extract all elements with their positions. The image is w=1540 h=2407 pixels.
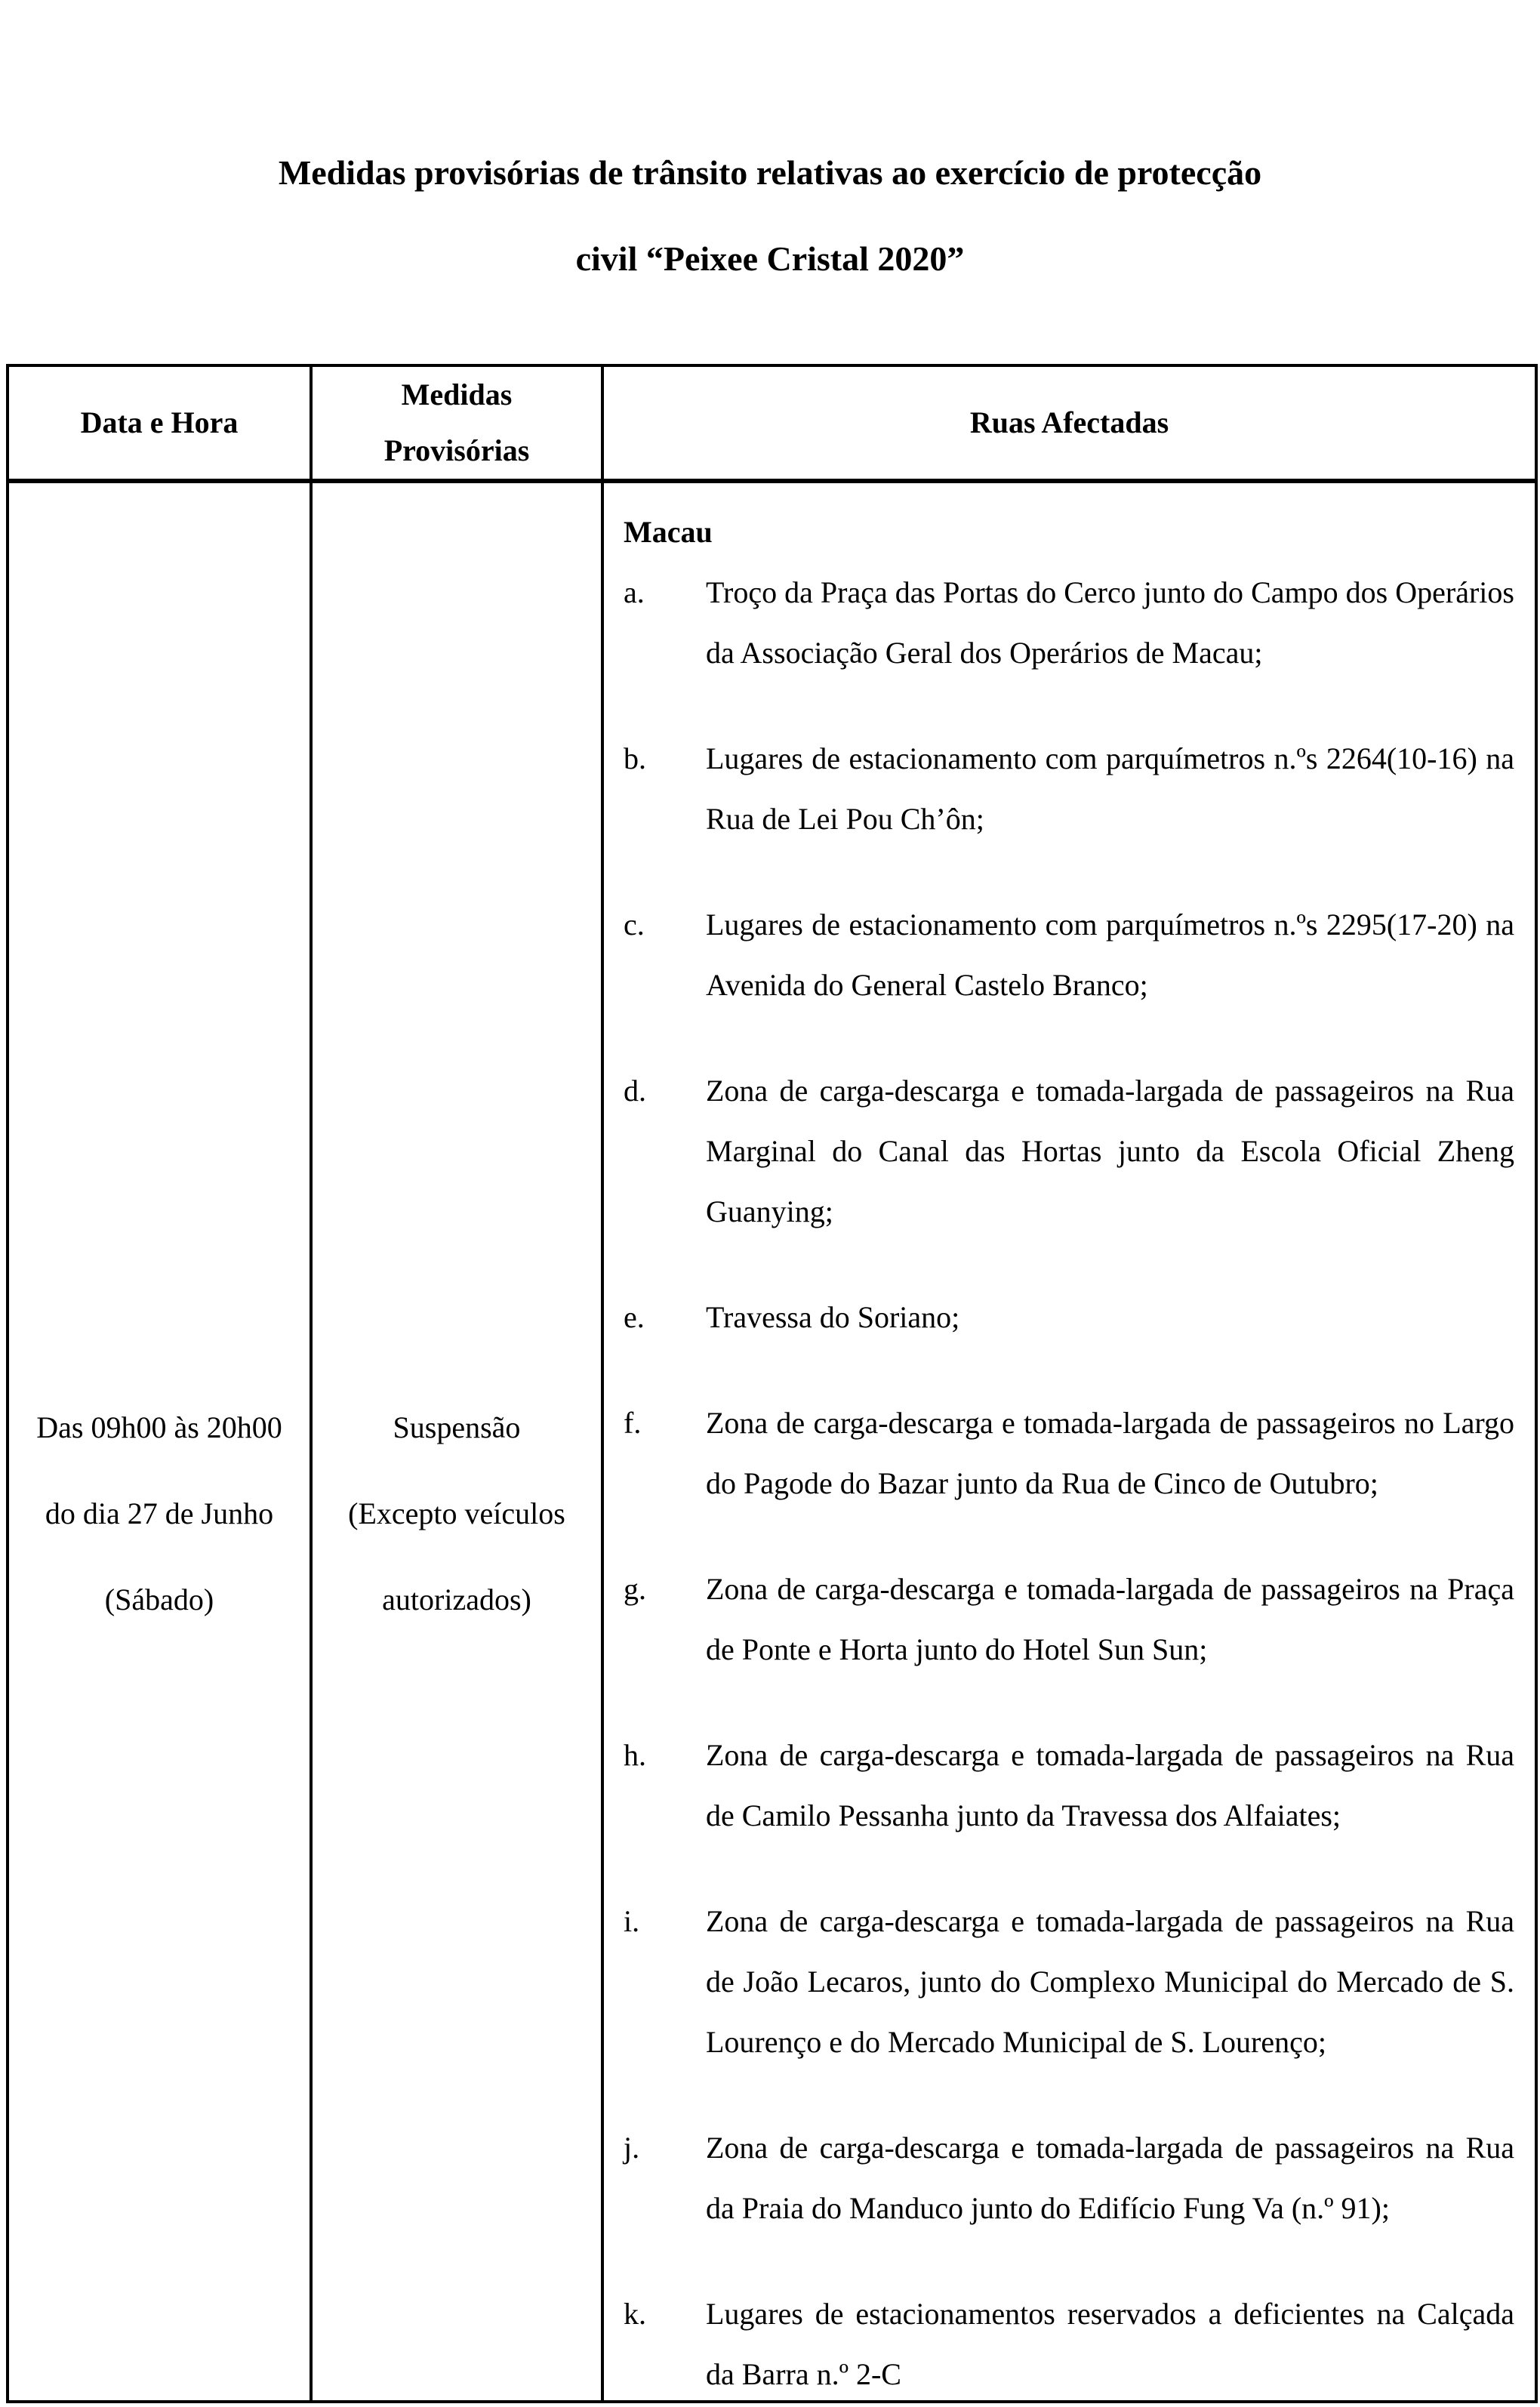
street-item-a (624, 562, 1514, 683)
street-item-label: b. (624, 741, 646, 775)
table-body-row (9, 483, 1535, 2400)
date-time-line2: do dia 27 de Junho (45, 1496, 274, 1530)
header-label-medidas: Medidas (401, 378, 513, 411)
street-item-c (624, 895, 1514, 1016)
street-item-i (624, 1891, 1514, 2073)
street-item-h (624, 1725, 1514, 1846)
street-item-label: f. (624, 1406, 642, 1440)
street-item-label: c. (624, 908, 645, 942)
header-cell-data-e-hora (9, 367, 313, 479)
table-header-row (9, 367, 1535, 483)
street-item-text: Zona de carga-descarga e tomada-largada de passageiros na Rua da Praia do Manduco junto do Edifício Fung Va (n.º 91); (706, 2131, 1514, 2225)
cell-affected-streets (604, 483, 1535, 2400)
header-cell-medidas-provisorias (313, 367, 604, 479)
measures-line1: Suspensão (393, 1410, 521, 1444)
street-item-text: Zona de carga-descarga e tomada-largada de passageiros na Rua Marginal do Canal das Hortas junto da Escola Oficial Zheng Guanying; (706, 1074, 1514, 1228)
measures-line2: (Excepto veículos (348, 1496, 565, 1530)
header-label-ruas-afectadas: Ruas Afectadas (969, 405, 1169, 439)
street-item-label: k. (624, 2297, 646, 2331)
cell-date-time (9, 483, 313, 2400)
street-item-label: g. (624, 1572, 646, 1606)
header-cell-ruas-afectadas (604, 367, 1535, 479)
street-item-b (624, 729, 1514, 849)
header-label-data-e-hora: Data e Hora (80, 405, 239, 439)
street-item-label: j. (624, 2131, 640, 2165)
date-time-line3: (Sábado) (104, 1582, 214, 1616)
street-item-text: Zona de carga-descarga e tomada-largada de passageiros no Largo do Pagode do Bazar junto da Rua de Cinco de Outubro; (706, 1406, 1514, 1500)
street-item-label: a. (624, 575, 645, 609)
street-item-label: h. (624, 1738, 646, 1772)
document-title (0, 149, 1540, 282)
street-item-text: Zona de carga-descarga e tomada-largada de passageiros na Rua de Camilo Pessanha junto da Travessa dos Alfaiates; (706, 1738, 1514, 1832)
document-title-line1: Medidas provisórias de trânsito relativas ao exercício de protecção (278, 153, 1262, 192)
street-item-text: Lugares de estacionamentos reservados a deficientes na Calçada da Barra n.º 2-C (706, 2297, 1514, 2391)
street-item-label: d. (624, 1074, 646, 1108)
date-time-line1: Das 09h00 às 20h00 (36, 1410, 282, 1444)
street-item-text: Lugares de estacionamento com parquímetros n.ºs 2264(10-16) na Rua de Lei Pou Ch’ôn; (706, 741, 1514, 836)
street-item-text: Lugares de estacionamento com parquímetros n.ºs 2295(17-20) na Avenida do General Castelo Branco; (706, 908, 1514, 1002)
street-item-k (624, 2284, 1514, 2400)
street-item-text: Zona de carga-descarga e tomada-largada de passageiros na Praça de Ponte e Horta junto do Hotel Sun Sun; (706, 1572, 1514, 1666)
measures-line3: autorizados) (382, 1582, 531, 1616)
street-item-label: e. (624, 1300, 645, 1334)
traffic-measures-table (6, 364, 1538, 2403)
street-item-f (624, 1393, 1514, 1514)
street-item-e (624, 1287, 1514, 1348)
cell-measures (313, 483, 604, 2400)
street-item-d (624, 1061, 1514, 1242)
street-item-label: i. (624, 1904, 640, 1938)
street-item-g (624, 1559, 1514, 1680)
header-label-provisorias: Provisórias (383, 433, 530, 467)
street-item-j (624, 2118, 1514, 2239)
document-title-line2: civil “Peixee Cristal 2020” (575, 239, 965, 278)
region-heading: Macau (624, 515, 713, 549)
street-item-text: Troço da Praça das Portas do Cerco junto do Campo dos Operários da Associação Geral dos Operários de Macau; (706, 575, 1514, 670)
street-item-text: Zona de carga-descarga e tomada-largada de passageiros na Rua de João Lecaros, junto do Complexo Municipal do Mercado de S. Lourenço e do Mercado Municipal de S. Lourenço; (706, 1904, 1514, 2059)
street-item-text: Travessa do Soriano; (706, 1300, 960, 1334)
